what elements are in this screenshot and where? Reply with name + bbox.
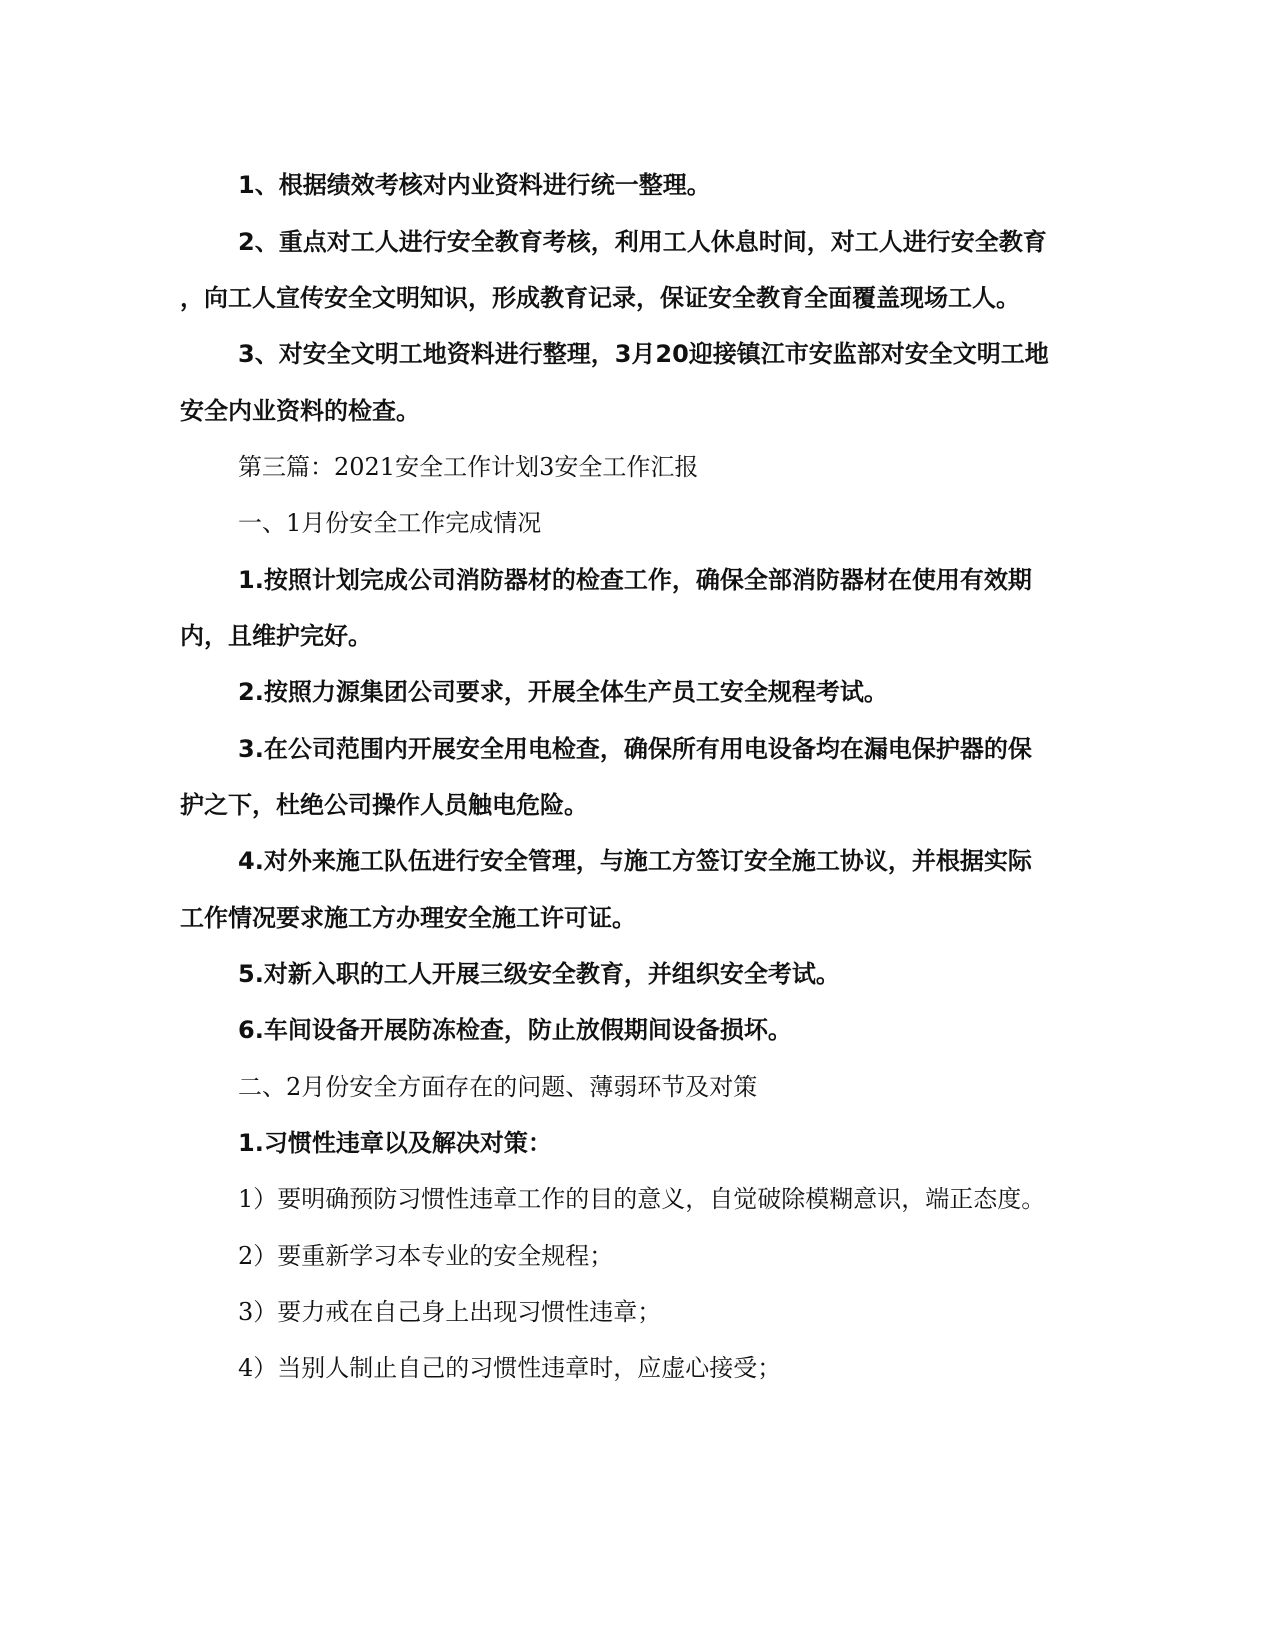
paragraph-line: 4.对外来施工队伍进行安全管理，与施工方签订安全施工协议，并根据实际 xyxy=(238,847,1032,875)
paragraph-line: ，向工人宣传安全文明知识，形成教育记录，保证安全教育全面覆盖现场工人。 xyxy=(180,284,1020,312)
paragraph-line: 5.对新入职的工人开展三级安全教育，并组织安全考试。 xyxy=(238,960,840,988)
paragraph-line: 1.按照计划完成公司消防器材的检查工作，确保全部消防器材在使用有效期 xyxy=(238,566,1032,594)
paragraph-line: 1、根据绩效考核对内业资料进行统一整理。 xyxy=(238,171,711,199)
subsection-heading: 一、1月份安全工作完成情况 xyxy=(238,509,542,537)
paragraph-line: 3.在公司范围内开展安全用电检查，确保所有用电设备均在漏电保护器的保 xyxy=(238,735,1032,763)
paragraph-line: 4）当别人制止自己的习惯性违章时，应虚心接受； xyxy=(238,1354,782,1382)
paragraph-line: 工作情况要求施工方办理安全施工许可证。 xyxy=(180,904,636,932)
paragraph-line: 2）要重新学习本专业的安全规程； xyxy=(238,1242,614,1270)
subsection-heading: 二、2月份安全方面存在的问题、薄弱环节及对策 xyxy=(238,1073,758,1101)
paragraph-line: 内，且维护完好。 xyxy=(180,622,372,650)
paragraph-line: 安全内业资料的检查。 xyxy=(180,397,420,425)
section-heading: 第三篇：2021安全工作计划3安全工作汇报 xyxy=(238,453,699,481)
paragraph-line: 2、重点对工人进行安全教育考核，利用工人休息时间，对工人进行安全教育 xyxy=(238,228,1047,256)
paragraph-line: 1.习惯性违章以及解决对策： xyxy=(238,1129,552,1157)
paragraph-line: 2.按照力源集团公司要求，开展全体生产员工安全规程考试。 xyxy=(238,678,888,706)
paragraph-line: 6.车间设备开展防冻检查，防止放假期间设备损坏。 xyxy=(238,1016,792,1044)
paragraph-line: 护之下，杜绝公司操作人员触电危险。 xyxy=(180,791,588,819)
paragraph-line: 1）要明确预防习惯性违章工作的目的意义，自觉破除模糊意识，端正态度。 xyxy=(238,1185,1046,1213)
paragraph-line: 3）要力戒在自己身上出现习惯性违章； xyxy=(238,1298,662,1326)
paragraph-line: 3、对安全文明工地资料进行整理，3月20迎接镇江市安监部对安全文明工地 xyxy=(238,340,1049,368)
